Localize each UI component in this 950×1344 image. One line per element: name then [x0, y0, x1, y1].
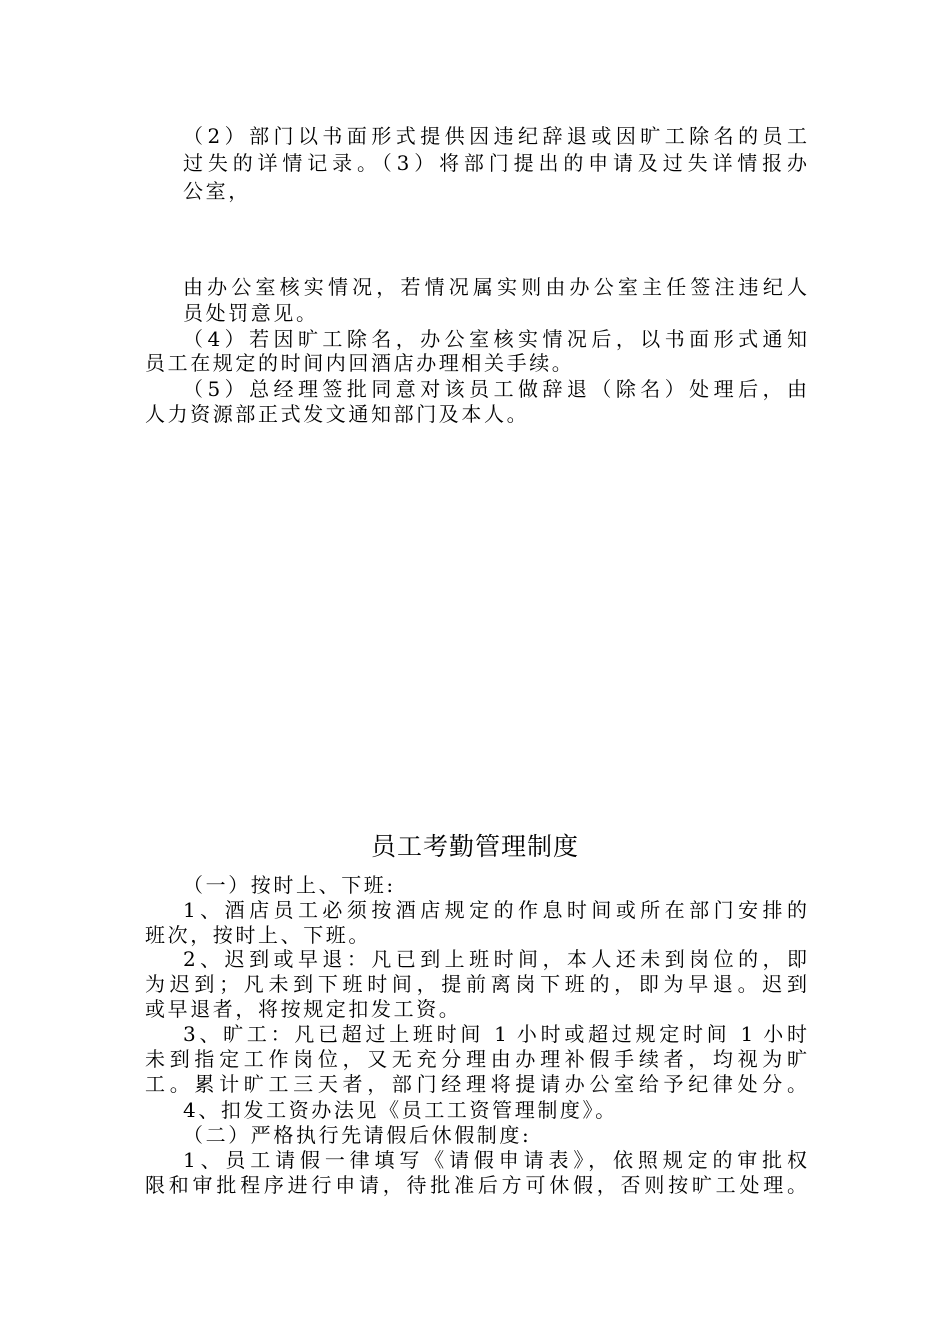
paragraph-line: 公室， — [183, 179, 251, 203]
paragraph-line: （2）部门以书面形式提供因违纪辞退或因旷工除名的员工 — [183, 124, 807, 148]
paragraph-line: 1、员工请假一律填写《请假申请表》，依照规定的审批权 — [183, 1148, 807, 1172]
paragraph-line: 员处罚意见。 — [183, 301, 319, 325]
paragraph-line: （5）总经理签批同意对该员工做辞退（除名）处理后，由 — [183, 377, 807, 401]
paragraph-line: （二）严格执行先请假后休假制度: — [183, 1123, 532, 1147]
paragraph-line: 限和审批程序进行申请，待批准后方可休假，否则按旷工处理。 — [145, 1173, 807, 1197]
paragraph-line: 由办公室核实情况，若情况属实则由办公室主任签注违纪人 — [183, 275, 807, 299]
paragraph-line: 工。累计旷工三天者，部门经理将提请办公室给予纪律处分。 — [145, 1072, 807, 1096]
paragraph-line: 1、酒店员工必须按酒店规定的作息时间或所在部门安排的 — [183, 898, 807, 922]
paragraph-line: 3、旷工：凡已超过上班时间 1 小时或超过规定时间 1 小时 — [183, 1022, 807, 1046]
paragraph-line: 班次，按时上、下班。 — [145, 923, 371, 947]
paragraph-line: （4）若因旷工除名，办公室核实情况后，以书面形式通知 — [183, 327, 807, 351]
paragraph-line: 4、扣发工资办法见《员工工资管理制度》。 — [183, 1098, 618, 1122]
paragraph-line: （一）按时上、下班: — [183, 873, 396, 897]
paragraph-line: 人力资源部正式发文通知部门及本人。 — [145, 402, 530, 426]
paragraph-line: 为迟到；凡未到下班时间，提前离岗下班的，即为早退。迟到 — [145, 972, 807, 996]
paragraph-line: 员工在规定的时间内回酒店办理相关手续。 — [145, 351, 575, 375]
paragraph-line: 过失的详情记录。（3）将部门提出的申请及过失详情报办 — [183, 151, 807, 175]
paragraph-line: 未到指定工作岗位，又无充分理由办理补假手续者，均视为旷 — [145, 1047, 807, 1071]
paragraph-line: 2、迟到或早退：凡已到上班时间，本人还未到岗位的，即 — [183, 947, 807, 971]
paragraph-line: 或早退者，将按规定扣发工资。 — [145, 997, 462, 1021]
page-title: 员工考勤管理制度 — [370, 832, 579, 861]
